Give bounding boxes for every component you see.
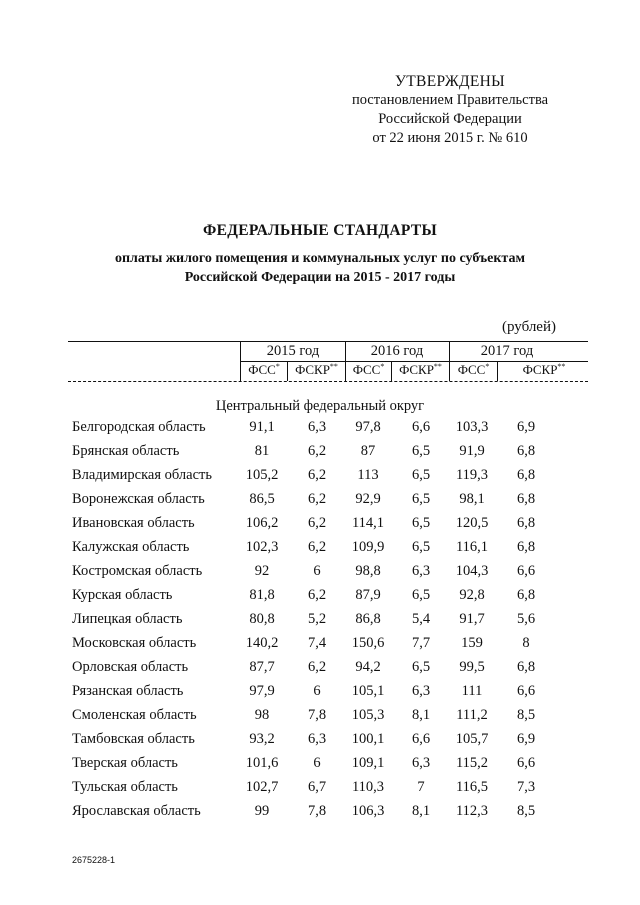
fss-value: 102,3 (245, 539, 279, 555)
region-name: Рязанская область (72, 683, 184, 699)
fss-value: 113 (357, 467, 379, 483)
fss-value: 112,3 (455, 803, 489, 819)
fss-value: 94,2 (355, 659, 381, 675)
region-name: Орловская область (72, 659, 189, 675)
fss-value: 98,8 (355, 563, 381, 579)
fss-value: 100,1 (351, 731, 385, 747)
approval-heading: УТВЕРЖДЕНЫ (395, 73, 505, 90)
fss-value: 111,2 (456, 707, 488, 723)
region-name: Ивановская область (72, 515, 195, 531)
fskr-value: 6,2 (307, 443, 327, 459)
fss-value: 105,3 (351, 707, 385, 723)
table-row (0, 659, 640, 683)
fskr-value: 7 (417, 779, 425, 795)
fskr-value: 6,5 (411, 491, 431, 507)
region-name: Московская область (72, 635, 197, 651)
document-title: ФЕДЕРАЛЬНЫЕ СТАНДАРТЫ (202, 222, 437, 239)
table-row (0, 587, 640, 611)
fskr-value: 6,8 (516, 539, 536, 555)
approval-line-1: постановлением Правительства (351, 92, 549, 108)
fskr-value: 6,8 (516, 587, 536, 603)
fskr-value: 6,3 (411, 755, 431, 771)
footnote-mark: ** (557, 362, 566, 371)
fss-value: 102,7 (245, 779, 279, 795)
fskr-value: 6,5 (411, 443, 431, 459)
fskr-value: 5,4 (411, 611, 431, 627)
fss-value: 92,8 (459, 587, 485, 603)
fss-value: 116,5 (455, 779, 489, 795)
fss-value: 101,6 (245, 755, 279, 771)
region-name: Калужская область (72, 539, 190, 555)
table-row (0, 515, 640, 539)
fss-value: 87,9 (355, 587, 381, 603)
fss-value: 87,7 (249, 659, 275, 675)
footnote-mark: * (275, 362, 280, 371)
fss-value: 98,1 (459, 491, 485, 507)
fss-value: 150,6 (351, 635, 385, 651)
table-row (0, 539, 640, 563)
table-row (0, 731, 640, 755)
region-name: Тульская область (72, 779, 178, 795)
fss-value: 92 (254, 563, 270, 579)
table-row (0, 707, 640, 731)
column-header-fskr (392, 362, 449, 378)
fskr-value: 7,3 (516, 779, 536, 795)
fskr-value: 7,4 (307, 635, 327, 651)
fss-value: 106,3 (351, 803, 385, 819)
table-row (0, 779, 640, 803)
fskr-value: 6,6 (516, 563, 536, 579)
fss-value: 99,5 (459, 659, 485, 675)
fskr-value: 6,2 (307, 491, 327, 507)
subtitle-line-2: Российской Федерации на 2015 - 2017 годы (184, 270, 456, 285)
fskr-value: 6,8 (516, 515, 536, 531)
footnote-mark: ** (329, 362, 338, 371)
column-header-fskr (498, 362, 590, 378)
fss-value: 115,2 (455, 755, 489, 771)
fskr-value: 7,8 (307, 803, 327, 819)
column-header-label: ФСС (352, 362, 381, 377)
fskr-value: 6,3 (411, 683, 431, 699)
document-code: 2675228-1 (72, 855, 116, 865)
fss-value: 97,8 (355, 419, 381, 435)
table-row (0, 755, 640, 779)
fss-value: 91,7 (459, 611, 485, 627)
fskr-value: 8,1 (411, 803, 431, 819)
fskr-value: 5,6 (516, 611, 536, 627)
fskr-value: 6,6 (516, 755, 536, 771)
region-name: Липецкая область (72, 611, 183, 627)
table-row (0, 611, 640, 635)
footnote-mark: * (380, 362, 385, 371)
fskr-value: 6,5 (411, 467, 431, 483)
region-name: Белгородская область (72, 419, 206, 435)
fskr-value: 8 (522, 635, 530, 651)
fskr-value: 6,5 (411, 539, 431, 555)
fskr-value: 6,3 (307, 731, 327, 747)
fss-value: 93,2 (249, 731, 275, 747)
fskr-value: 7,7 (411, 635, 431, 651)
table-row (0, 443, 640, 467)
year-header-2017: 2017 год (480, 343, 534, 359)
fss-value: 99 (254, 803, 270, 819)
fss-value: 104,3 (455, 563, 489, 579)
region-name: Смоленская область (72, 707, 197, 723)
fss-value: 105,1 (351, 683, 385, 699)
region-name: Костромская область (72, 563, 203, 579)
fskr-value: 6,3 (411, 563, 431, 579)
fskr-value: 6,2 (307, 539, 327, 555)
unit-label: (рублей) (501, 319, 556, 335)
fskr-value: 6,5 (411, 515, 431, 531)
fskr-value: 8,5 (516, 707, 536, 723)
table-row (0, 491, 640, 515)
fss-value: 80,8 (249, 611, 275, 627)
region-name: Воронежская область (72, 491, 205, 507)
fss-value: 81,8 (249, 587, 275, 603)
fss-value: 114,1 (351, 515, 385, 531)
fskr-value: 6,6 (516, 683, 536, 699)
fskr-value: 6 (313, 683, 321, 699)
column-header-fss (241, 362, 287, 378)
fss-value: 92,9 (355, 491, 381, 507)
fss-value: 87 (360, 443, 376, 459)
fss-value: 119,3 (455, 467, 489, 483)
fskr-value: 6,6 (411, 731, 431, 747)
fskr-value: 6,9 (516, 731, 536, 747)
fskr-value: 6,7 (307, 779, 327, 795)
fss-value: 109,1 (351, 755, 385, 771)
fskr-value: 6,2 (307, 515, 327, 531)
region-name: Тамбовская область (72, 731, 195, 747)
fss-value: 106,2 (245, 515, 279, 531)
fss-value: 91,1 (249, 419, 275, 435)
table-row (0, 467, 640, 491)
fss-value: 97,9 (249, 683, 275, 699)
fskr-value: 6 (313, 755, 321, 771)
region-name: Тверская область (72, 755, 178, 771)
table-row (0, 635, 640, 659)
fss-value: 86,5 (249, 491, 275, 507)
fss-value: 120,5 (455, 515, 489, 531)
fss-value: 140,2 (245, 635, 279, 651)
fss-value: 105,7 (455, 731, 489, 747)
fss-value: 109,9 (351, 539, 385, 555)
fskr-value: 6,9 (516, 419, 536, 435)
column-header-fss (450, 362, 497, 378)
fss-value: 116,1 (455, 539, 489, 555)
region-name: Курская область (72, 587, 173, 603)
subtitle-line-1: оплаты жилого помещения и коммунальных услуг по субъектам (114, 251, 526, 266)
region-name: Брянская область (72, 443, 180, 459)
approval-line-2: Российской Федерации (378, 111, 522, 127)
column-header-label: ФСС (248, 362, 276, 377)
column-header-label: ФСКР (295, 362, 330, 377)
region-name: Ярославская область (72, 803, 201, 819)
fskr-value: 6,3 (307, 419, 327, 435)
fss-value: 110,3 (351, 779, 385, 795)
footnote-mark: * (485, 362, 490, 371)
fskr-value: 8,5 (516, 803, 536, 819)
table-row (0, 683, 640, 707)
fskr-value: 6 (313, 563, 321, 579)
fskr-value: 6,2 (307, 467, 327, 483)
fskr-value: 6,2 (307, 587, 327, 603)
fskr-value: 6,8 (516, 467, 536, 483)
footnote-mark: ** (433, 362, 442, 371)
fskr-value: 6,5 (411, 587, 431, 603)
fss-value: 91,9 (459, 443, 485, 459)
fskr-value: 6,8 (516, 443, 536, 459)
fss-value: 111 (461, 683, 483, 699)
fskr-value: 6,5 (411, 659, 431, 675)
fskr-value: 5,2 (307, 611, 327, 627)
column-header-fss (346, 362, 391, 378)
approval-line-3: от 22 июня 2015 г. № 610 (372, 130, 528, 146)
approval-block (340, 72, 560, 148)
fskr-value: 8,1 (411, 707, 431, 723)
fss-value: 159 (461, 635, 483, 651)
year-header-2016: 2016 год (370, 343, 424, 359)
region-name: Владимирская область (72, 467, 212, 483)
district-heading: Центральный федеральный округ (215, 398, 425, 414)
fskr-value: 6,6 (411, 419, 431, 435)
table-row (0, 563, 640, 587)
column-header-label: ФСКР (399, 362, 434, 377)
fss-value: 105,2 (245, 467, 279, 483)
fskr-value: 7,8 (307, 707, 327, 723)
column-header-label: ФСКР (522, 362, 558, 377)
column-header-label: ФСС (457, 362, 486, 377)
table-row (0, 803, 640, 827)
table-header-top-rule (68, 341, 588, 342)
fskr-value: 6,8 (516, 659, 536, 675)
fss-value: 103,3 (455, 419, 489, 435)
fskr-value: 6,8 (516, 491, 536, 507)
fss-value: 98 (254, 707, 270, 723)
column-header-fskr (288, 362, 345, 378)
fss-value: 81 (254, 443, 270, 459)
year-header-2015: 2015 год (266, 343, 320, 359)
document-subtitle (0, 249, 640, 287)
fskr-value: 6,2 (307, 659, 327, 675)
table-header-bottom-rule (68, 381, 588, 382)
table-row (0, 419, 640, 443)
fss-value: 86,8 (355, 611, 381, 627)
